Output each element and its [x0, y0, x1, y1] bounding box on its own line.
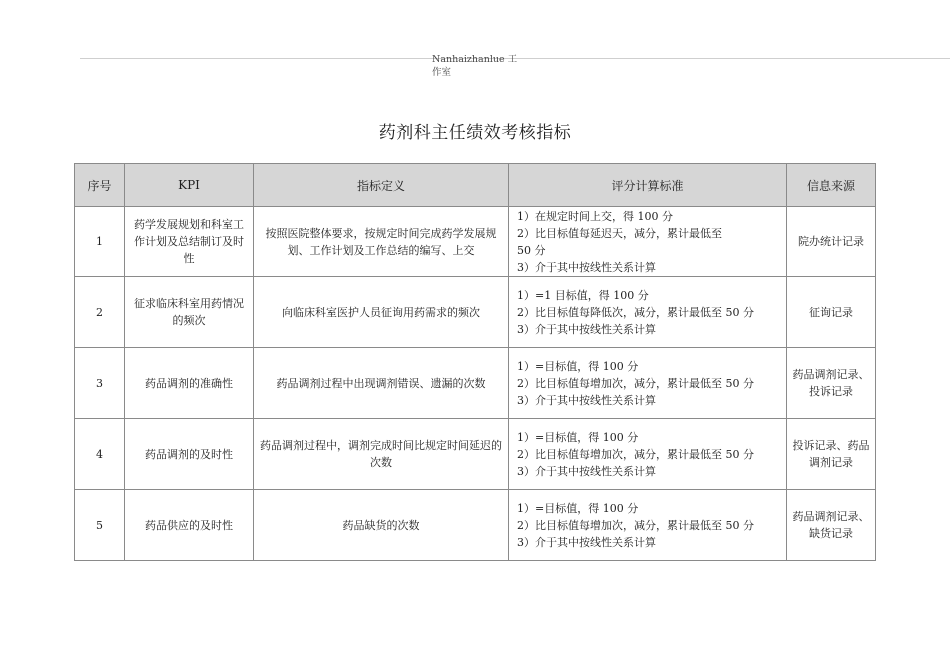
cell-criteria	[509, 490, 787, 561]
cell-no: 4	[75, 419, 125, 490]
criteria-line: 2）比目标值每降低次，减分，累计最低至 50 分	[517, 305, 754, 319]
column-header-definition: 指标定义	[254, 164, 509, 207]
criteria-line: 3）介于其中按线性关系计算	[517, 535, 656, 549]
criteria-line: 1）=目标值，得 100 分	[517, 501, 639, 515]
cell-source: 药品调剂记录、投诉记录	[787, 348, 876, 419]
cell-kpi: 征求临床科室用药情况的频次	[125, 277, 254, 348]
cell-source: 征询记录	[787, 277, 876, 348]
cell-criteria	[509, 419, 787, 490]
criteria-line: 1）=目标值，得 100 分	[517, 359, 639, 373]
cell-definition: 药品缺货的次数	[254, 490, 509, 561]
cell-kpi: 药品调剂的及时性	[125, 419, 254, 490]
criteria-line: 3）介于其中按线性关系计算	[517, 393, 656, 407]
cell-criteria	[509, 348, 787, 419]
table-row	[75, 207, 876, 277]
column-header-kpi: KPI	[125, 164, 254, 207]
criteria-line: 2）比目标值每增加次，减分，累计最低至 50 分	[517, 447, 754, 461]
table-row	[75, 348, 876, 419]
cell-source: 投诉记录、药品调剂记录	[787, 419, 876, 490]
criteria-line: 3）介于其中按线性关系计算	[517, 322, 656, 336]
table-row	[75, 277, 876, 348]
column-header-source: 信息来源	[787, 164, 876, 207]
table-header-row	[75, 164, 876, 207]
criteria-line: 50 分	[517, 243, 546, 257]
cell-definition: 向临床科室医护人员征询用药需求的频次	[254, 277, 509, 348]
criteria-line: 2）比目标值每增加次，减分，累计最低至 50 分	[517, 518, 754, 532]
header-studio-name: Nanhaizhanlue 工作室	[432, 54, 518, 78]
cell-source: 药品调剂记录、缺货记录	[787, 490, 876, 561]
criteria-line: 1）=目标值，得 100 分	[517, 430, 639, 444]
column-header-no: 序号	[75, 164, 125, 207]
cell-no: 1	[75, 207, 125, 277]
cell-no: 5	[75, 490, 125, 561]
document-title: 药剂科主任绩效考核指标	[378, 123, 572, 143]
criteria-line: 1）=1 目标值，得 100 分	[517, 288, 649, 302]
cell-kpi: 药学发展规划和科室工作计划及总结制订及时性	[125, 207, 254, 277]
cell-kpi: 药品供应的及时性	[125, 490, 254, 561]
cell-definition: 按照医院整体要求，按规定时间完成药学发展规划、工作计划及工作总结的编写、上交	[254, 207, 509, 277]
criteria-line: 2）比目标值每增加次，减分，累计最低至 50 分	[517, 376, 754, 390]
cell-criteria	[509, 277, 787, 348]
cell-criteria	[509, 207, 787, 277]
cell-definition: 药品调剂过程中出现调剂错误、遗漏的次数	[254, 348, 509, 419]
cell-no: 3	[75, 348, 125, 419]
cell-kpi: 药品调剂的准确性	[125, 348, 254, 419]
table-row	[75, 419, 876, 490]
criteria-line: 2）比目标值每延迟天，减分，累计最低至	[517, 226, 722, 240]
kpi-table	[74, 163, 876, 561]
cell-source: 院办统计记录	[787, 207, 876, 277]
cell-no: 2	[75, 277, 125, 348]
column-header-criteria: 评分计算标准	[509, 164, 787, 207]
table-row	[75, 490, 876, 561]
criteria-line: 1）在规定时间上交，得 100 分	[517, 209, 673, 223]
cell-definition: 药品调剂过程中，调剂完成时间比规定时间延迟的次数	[254, 419, 509, 490]
criteria-line: 3）介于其中按线性关系计算	[517, 260, 656, 274]
criteria-line: 3）介于其中按线性关系计算	[517, 464, 656, 478]
